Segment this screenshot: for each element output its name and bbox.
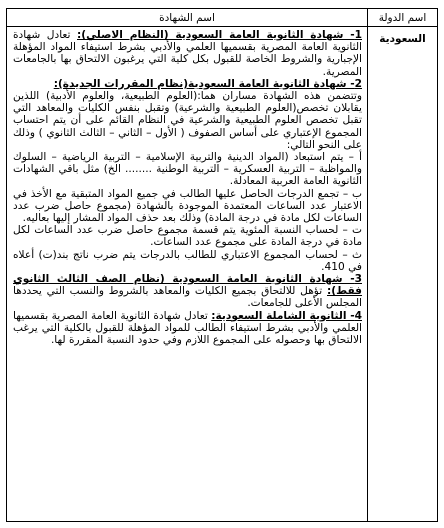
country-cell: السعودية	[368, 27, 438, 522]
section-2-paragraph-3: ب – تجمع الدرجات الحاصل عليها الطالب في جميع المواد المتبقية مع الأخذ في الاعتبار عدد الساعات المعتمدة الموجودة بالشهادة (مجموع حاصل ضرب عدد الساعات لكل مادة في درجة المادة) وذلك بعد حذف المواد المشار إليها بعاليه.	[13, 187, 362, 225]
section-3-title: 3- شهادة الثانوية العامة السعودية (نظام الصف الثالث الثانوي فقط):	[13, 273, 362, 298]
equivalency-table	[6, 8, 438, 522]
table-row	[7, 27, 438, 522]
section-4-text: تعادل شهادة الثانوية العامة المصرية بقسميها العلمي والأدبي بشرط استيفاء الطالب للمواد المؤهلة للقبول بالكلية التي يرغب الالتحاق بها وحصوله على المجموع اللازم وفي حدود النسبة المقررة لها.	[13, 309, 362, 347]
section-2-title-line	[13, 78, 362, 90]
section-4	[13, 310, 362, 347]
section-2-paragraph-2: أ – يتم استبعاد (المواد الدينية والتربية الإسلامية – التربية الرياضية – السلوك والمواظبة – التربية العسكرية – التربية الوطنية ........ الخ) مثل باقي الشهادات الثانوية العامة العربية المعادلة.	[13, 151, 362, 188]
section-3	[13, 273, 362, 310]
section-2-paragraph-1: وتتضمن هذه الشهادة مساران هما:(العلوم الطبيعية، والعلوم الأدبية) اللذين يقابلان تخصص(العلوم الطبيعية والشرعية) وتقبل بنفس الكليات والمعاهد التي تقبل تخصص العلوم الطبيعية والشرعية في النظام القائم على أن يتم احتساب المجموع الإعتباري على أساس الصفوف ( الأول – الثاني – الثالث الثانوي ) وذلك على النحو التالي:	[13, 90, 362, 151]
section-3-text: تؤهل للالتحاق بجميع الكليات والمعاهد بالشروط والنسب التي يحددها المجلس الأعلى للجامعات.	[13, 285, 362, 310]
section-1-title: 1- شهادة الثانوية العامة السعودية (النظام الاصلي):	[77, 29, 362, 41]
section-2-title: 2- شهادة الثانوية العامة السعودية(نظام المقررات الجديدة):	[53, 77, 362, 90]
country-column-header: اسم الدولة	[368, 9, 438, 27]
certificate-column-header: اسم الشهادة	[7, 9, 368, 27]
section-4-title: 4- الثانوية الشاملة السعودية:	[211, 309, 362, 322]
section-2-paragraph-4: ت – لحساب النسبة المئوية يتم قسمة مجموع حاصل ضرب عدد الساعات لكل مادة في درجة المادة على مجموع عدد الساعات.	[13, 224, 362, 249]
section-2-paragraph-5: ث – لحساب المجموع الاعتباري للطالب بالدرجات يتم ضرب ناتج بند(ت) أعلاه في 410.	[13, 248, 362, 273]
section-1-text: تعادل شهادة الثانوية العامة المصرية بقسميها العلمي والأدبي بشرط استيفاء المواد المؤهلة الإجبارية والشروط الخاصة للقبول بكل كلية التي يرغبون الالتحاق بها بالجامعات المصرية.	[13, 29, 362, 78]
certificate-cell	[7, 27, 368, 522]
table-header-row	[7, 9, 438, 27]
section-1	[13, 29, 362, 78]
